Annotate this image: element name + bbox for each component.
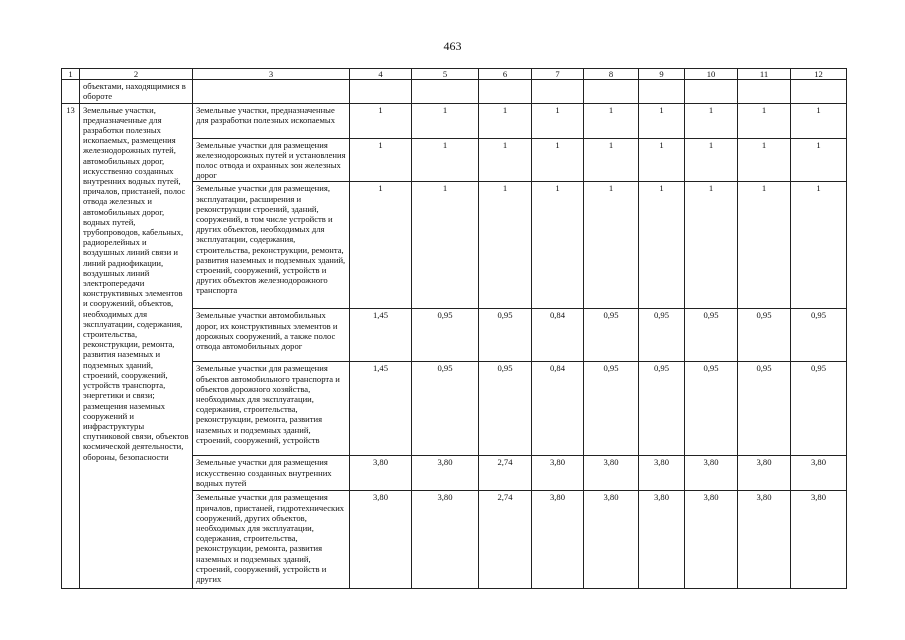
empty-cell <box>193 80 350 103</box>
value-cell: 1 <box>479 182 532 309</box>
value-cell: 3,80 <box>350 456 412 491</box>
header-cell: 6 <box>479 69 532 80</box>
header-cell: 9 <box>639 69 685 80</box>
value-cell: 0,84 <box>532 362 584 456</box>
value-cell: 0,95 <box>412 309 479 362</box>
continuation-row <box>62 80 847 103</box>
value-cell: 1 <box>791 182 847 309</box>
value-cell: 3,80 <box>791 491 847 589</box>
value-cell: 3,80 <box>532 456 584 491</box>
value-cell: 3,80 <box>738 491 791 589</box>
description-cell: Земельные участки автомобильных дорог, их конструктивных элементов и дорожных сооружений, а также полос отвода автомобильных дорог <box>193 309 350 362</box>
value-cell: 2,74 <box>479 456 532 491</box>
value-cell: 1 <box>412 138 479 182</box>
value-cell: 0,95 <box>738 362 791 456</box>
header-cell: 8 <box>584 69 639 80</box>
empty-cell <box>791 80 847 103</box>
value-cell: 1 <box>532 103 584 138</box>
empty-cell <box>584 80 639 103</box>
value-cell: 1 <box>532 138 584 182</box>
empty-cell <box>62 80 80 103</box>
value-cell: 3,80 <box>584 456 639 491</box>
header-cell: 3 <box>193 69 350 80</box>
header-cell: 12 <box>791 69 847 80</box>
header-cell: 1 <box>62 69 80 80</box>
category-cell: Земельные участки, предназначенные для разработки полезных ископаемых, размещения железнодорожных путей, автомобильных дорог, искусственно созданных внутренних водных путей, причалов, пристаней, полос отвода железных и автомобильных дорог, водных путей, трубопроводов, кабельных, радиорелейных и воздушных линий связи и линий радиофикации, воздушных линий электропередачи конструктивных элементов и сооружений, объектов, необходимых для эксплуатации, содержания, строительства, реконструкции, ремонта, развития наземных и подземных зданий, строений, сооружений, устройств транспорта, энергетики и связи; размещения наземных сооружений и инфраструктуры спутниковой связи, объектов космической деятельности, обороны, безопасности <box>80 103 193 589</box>
value-cell: 1 <box>584 138 639 182</box>
value-cell: 1 <box>412 182 479 309</box>
value-cell: 0,95 <box>738 309 791 362</box>
value-cell: 3,80 <box>350 491 412 589</box>
value-cell: 0,95 <box>685 309 738 362</box>
empty-cell <box>479 80 532 103</box>
value-cell: 3,80 <box>584 491 639 589</box>
page-number: 463 <box>443 39 462 53</box>
header-cell: 5 <box>412 69 479 80</box>
description-cell: Земельные участки для размещения причалов, пристаней, гидротехнических сооружений, других объектов, необходимых для эксплуатации, содержания, строительства, реконструкции, ремонта, развития наземных и подземных зданий, строений, сооружений, устройств и других <box>193 491 350 589</box>
header-cell: 11 <box>738 69 791 80</box>
value-cell: 1 <box>685 182 738 309</box>
value-cell: 1 <box>685 138 738 182</box>
value-cell: 1 <box>738 182 791 309</box>
header-cell: 4 <box>350 69 412 80</box>
value-cell: 1 <box>639 103 685 138</box>
value-cell: 1 <box>738 103 791 138</box>
header-row <box>62 69 847 80</box>
value-cell: 0,95 <box>791 362 847 456</box>
header-cell: 2 <box>80 69 193 80</box>
value-cell: 1,45 <box>350 309 412 362</box>
value-cell: 3,80 <box>639 491 685 589</box>
header-cell: 7 <box>532 69 584 80</box>
value-cell: 0,84 <box>532 309 584 362</box>
value-cell: 1 <box>639 138 685 182</box>
description-cell: Земельные участки для размещения, эксплуатации, расширения и реконструкции строений, зданий, сооружений, в том числе устройств и других объектов, необходимых для эксплуатации, содержания, строительства, реконструкции, ремонта, развития наземных и подземных зданий, строений, сооружений, устройств и других объектов железнодорожного транспорта <box>193 182 350 309</box>
value-cell: 3,80 <box>412 491 479 589</box>
description-cell: Земельные участки для размещения объектов автомобильного транспорта и объектов дорожного хозяйства, необходимых для эксплуатации, содержания, строительства, реконструкции, ремонта, развития наземных и подземных зданий, строений, сооружений, устройств <box>193 362 350 456</box>
value-cell: 0,95 <box>584 309 639 362</box>
description-cell: Земельные участки для размещения искусственно созданных внутренних водных путей <box>193 456 350 491</box>
value-cell: 3,80 <box>412 456 479 491</box>
value-cell: 0,95 <box>639 362 685 456</box>
row-number: 13 <box>62 103 80 589</box>
value-cell: 0,95 <box>685 362 738 456</box>
value-cell: 1 <box>738 138 791 182</box>
value-cell: 3,80 <box>685 491 738 589</box>
value-cell: 3,80 <box>639 456 685 491</box>
empty-cell <box>412 80 479 103</box>
value-cell: 3,80 <box>532 491 584 589</box>
value-cell: 1 <box>791 103 847 138</box>
value-cell: 1 <box>479 103 532 138</box>
value-cell: 0,95 <box>639 309 685 362</box>
value-cell: 0,95 <box>791 309 847 362</box>
empty-cell <box>738 80 791 103</box>
value-cell: 1 <box>791 138 847 182</box>
value-cell: 1 <box>584 182 639 309</box>
value-cell: 2,74 <box>479 491 532 589</box>
header-cell: 10 <box>685 69 738 80</box>
empty-cell <box>639 80 685 103</box>
table-row <box>62 103 847 138</box>
value-cell: 1 <box>350 103 412 138</box>
value-cell: 3,80 <box>685 456 738 491</box>
empty-cell <box>685 80 738 103</box>
description-cell: Земельные участки, предназначенные для разработки полезных ископаемых <box>193 103 350 138</box>
value-cell: 3,80 <box>791 456 847 491</box>
value-cell: 1 <box>479 138 532 182</box>
category-cell: объектами, находящимися в обороте <box>80 80 193 103</box>
empty-cell <box>350 80 412 103</box>
description-cell: Земельные участки для размещения железнодорожных путей и установления полос отвода и охранных зон железных дорог <box>193 138 350 182</box>
value-cell: 0,95 <box>479 362 532 456</box>
value-cell: 1 <box>412 103 479 138</box>
value-cell: 0,95 <box>412 362 479 456</box>
value-cell: 0,95 <box>584 362 639 456</box>
coefficient-table <box>61 68 847 589</box>
value-cell: 0,95 <box>479 309 532 362</box>
value-cell: 1 <box>584 103 639 138</box>
value-cell: 1 <box>350 138 412 182</box>
empty-cell <box>532 80 584 103</box>
value-cell: 1 <box>639 182 685 309</box>
value-cell: 1 <box>350 182 412 309</box>
value-cell: 3,80 <box>738 456 791 491</box>
value-cell: 1,45 <box>350 362 412 456</box>
value-cell: 1 <box>532 182 584 309</box>
value-cell: 1 <box>685 103 738 138</box>
